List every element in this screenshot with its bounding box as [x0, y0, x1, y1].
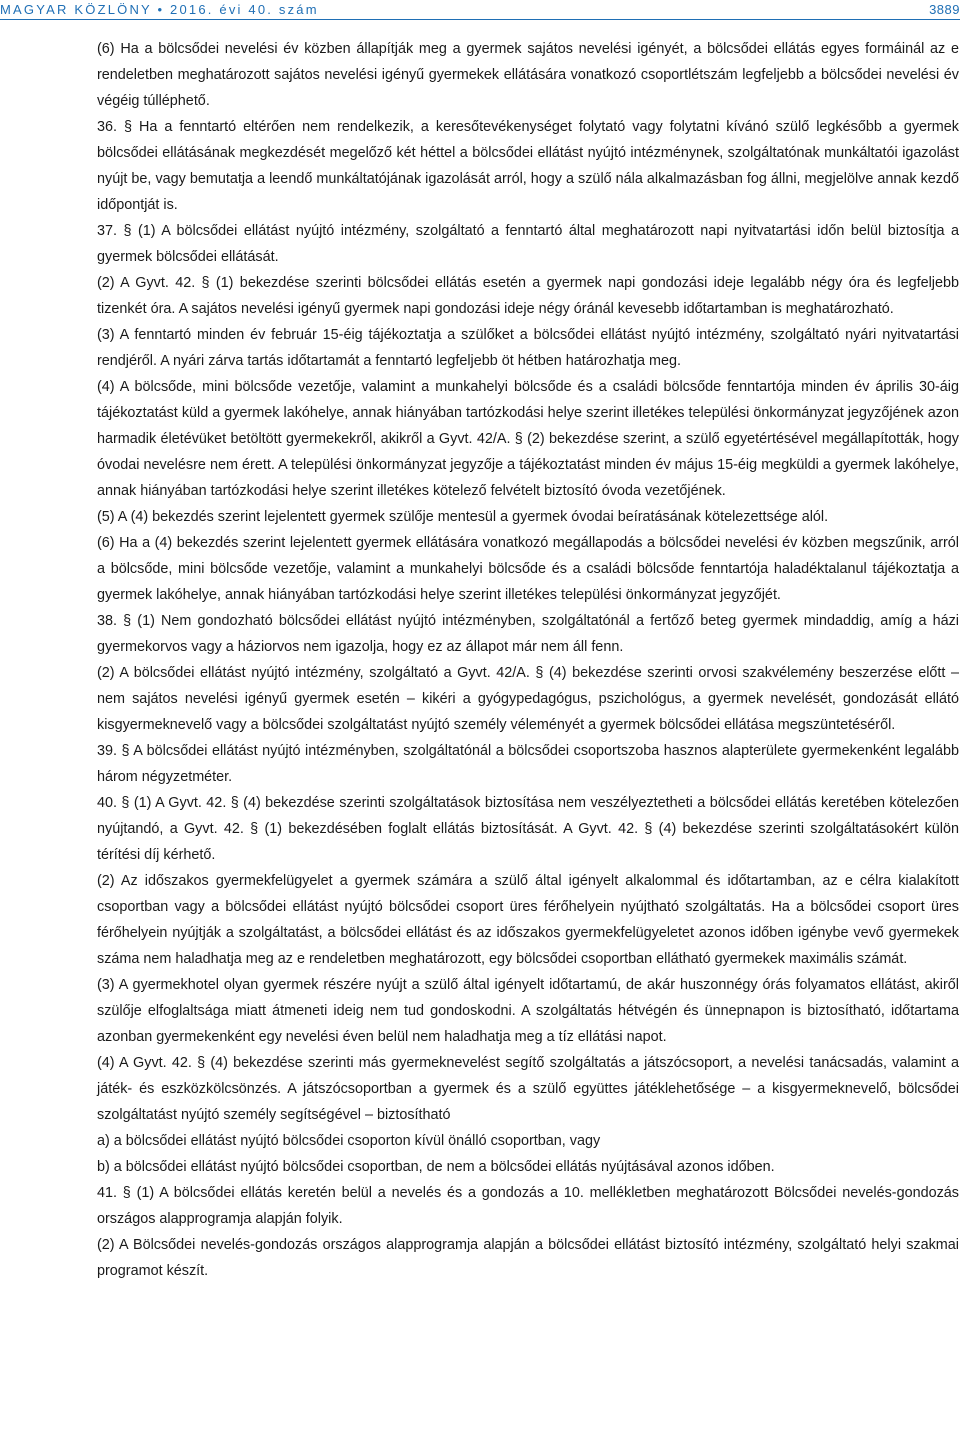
paragraph-40-1: 40. § (1) A Gyvt. 42. § (4) bekezdése szerinti szolgáltatások biztosítása nem veszélyeztetheti a bölcsődei ellátás keretében kötelezően nyújtandó, a Gyvt. 42. § (1) bekezdésében foglalt ellátás biztosítását. A Gyvt. 42. § (4) bekezdése szerinti szolgáltatásokért külön térítési díj kérhető.: [97, 795, 959, 863]
paragraph-36: 36. § Ha a fenntartó eltérően nem rendelkezik, a keresőtevékenységet folytató vagy folytatni kívánó szülő legkésőbb a gyermek bölcsődei ellátásának megkezdését megelőző két héttel a bölcsődei ellátást nyújtó intézménynek, szolgáltatónak munkáltatói igazolást nyújt be, vagy bemutatja a leendő munkáltatójának igazolását arról, hogy a szülő nála alkalmazásban fog állni, megjelölve annak kezdő időpontját is.: [97, 119, 959, 213]
document-body: [97, 36, 959, 1284]
paragraph-40-3: (3) A gyermekhotel olyan gyermek részére nyújt a szülő által igényelt időtartamú, de akár huszonnégy órás folyamatos ellátást, akiről szülője elfoglaltsága miatt átmeneti ideig nem tud gondoskodni. A szolgáltatás hétvégén és ünnepnapon is biztosítható, időtartama azonban gyermekenként egy nevelési éven belül nem haladhatja meg a tíz ellátási napot.: [97, 977, 959, 1045]
paragraph-37-4: (4) A bölcsőde, mini bölcsőde vezetője, valamint a munkahelyi bölcsőde és a családi bölcsőde fenntartója minden év április 30-áig tájékoztatást küld a gyermek lakóhelye, annak hiányában tartózkodási helye szerint illetékes települési önkormányzat jegyzőjének azon harmadik életévüket betöltött gyermekekről, akikről a Gyvt. 42/A. § (2) bekezdése szerint, a szülő egyetértésével megállapították, hogy óvodai nevelésre nem érett. A települési önkormányzat jegyzője a tájékoztatást minden év május 15-éig megküldi a gyermek lakóhelye, annak hiányában tartózkodási helye szerint illetékes kötelező felvételt biztosító óvoda vezetőjének.: [97, 379, 959, 499]
paragraph-37-6: (6) Ha a (4) bekezdés szerint lejelentett gyermek ellátására vonatkozó megállapodás a bölcsődei nevelési év közben megszűnik, arról a bölcsőde, mini bölcsőde vezetője, valamint a munkahelyi bölcsőde és a családi bölcsőde fenntartója haladéktalanul tájékoztatja a gyermek lakóhelye, annak hiányában tartózkodási helye szerint illetékes települési önkormányzat jegyzőjét.: [97, 535, 959, 603]
paragraph-41-1: 41. § (1) A bölcsődei ellátás keretén belül a nevelés és a gondozás a 10. mellékletben meghatározott Bölcsődei nevelés-gondozás országos alapprogramja alapján folyik.: [97, 1185, 959, 1227]
paragraph-40-4-b: b) a bölcsődei ellátást nyújtó bölcsődei csoportban, de nem a bölcsődei ellátás nyújtásával azonos időben.: [97, 1159, 775, 1175]
paragraph-36-6: (6) Ha a bölcsődei nevelési év közben állapítják meg a gyermek sajátos nevelési igényét, a bölcsődei ellátás egyes formáinál az e rendeletben meghatározott sajátos nevelési igényű gyermekek ellátására vonatkozó csoportlétszám legfeljebb a bölcsődei nevelési év végéig túlléphető.: [97, 41, 959, 109]
paragraph-39: 39. § A bölcsődei ellátást nyújtó intézményben, szolgáltatónál a bölcsődei csoportszoba hasznos alapterülete gyermekenként legalább három négyzetméter.: [97, 743, 959, 785]
page-header: [0, 0, 960, 22]
paragraph-37-5: (5) A (4) bekezdés szerint lejelentett gyermek szülője mentesül a gyermek óvodai beíratásának kötelezettsége alól.: [97, 509, 829, 525]
header-rule: [0, 19, 960, 20]
paragraph-38-1: 38. § (1) Nem gondozható bölcsődei ellátást nyújtó intézményben, szolgáltatónál a fertőző beteg gyermek mindaddig, amíg a házi gyermekorvos vagy a háziorvos nem igazolja, hogy ez az állapot már nem áll fenn.: [97, 613, 959, 655]
paragraph-40-2: (2) Az időszakos gyermekfelügyelet a gyermek számára a szülő által igényelt alkalommal és időtartamban, az e célra kialakított csoportban vagy a bölcsődei ellátást nyújtó bölcsődei csoport üres férőhelyein nyújtható szolgáltatás. Ha a bölcsődei csoport üres férőhelyein nyújtják a szolgáltatást, a bölcsődei ellátást és az időszakos gyermekfelügyeletet azonos időben igénybe vevő gyermekek száma nem haladhatja meg az e rendeletben meghatározott, egy bölcsődei csoportban ellátható gyermekek maximális számát.: [97, 873, 959, 967]
paragraph-37-3: (3) A fenntartó minden év február 15-éig tájékoztatja a szülőket a bölcsődei ellátást nyújtó intézmény, szolgáltató nyári nyitvatartási rendjéről. A nyári zárva tartás időtartamát a fenntartó legfeljebb öt hétben határozhatja meg.: [97, 327, 959, 369]
paragraph-40-4: (4) A Gyvt. 42. § (4) bekezdése szerinti más gyermeknevelést segítő szolgáltatás a játszócsoport, a nevelési tanácsadás, valamint a játék- és eszközkölcsönzés. A játszócsoportban a gyermek és a szülő együttes játéklehetősége – a kisgyermeknevelő, bölcsődei szolgáltatást nyújtó személy segítségével – biztosítható: [97, 1055, 959, 1123]
journal-title: MAGYAR KÖZLÖNY • 2016. évi 40. szám: [0, 2, 319, 17]
paragraph-38-2: (2) A bölcsődei ellátást nyújtó intézmény, szolgáltató a Gyvt. 42/A. § (4) bekezdése szerinti orvosi szakvélemény beszerzése előtt – nem sajátos nevelési igényű gyermek esetén – kikéri a gyógypedagógus, pszichológus, a gyermek nevelését, gondozását ellátó kisgyermeknevelő vagy a bölcsődei szolgáltatást nyújtó személy véleményét a gyermek bölcsődei ellátása megszüntetéséről.: [97, 665, 959, 733]
paragraph-41-2: (2) A Bölcsődei nevelés-gondozás országos alapprogramja alapján a bölcsődei ellátást biztosító intézmény, szolgáltató helyi szakmai programot készít.: [97, 1237, 959, 1279]
paragraph-37-1: 37. § (1) A bölcsődei ellátást nyújtó intézmény, szolgáltató a fenntartó által meghatározott napi nyitvatartási időn belül biztosítja a gyermek bölcsődei ellátását.: [97, 223, 959, 265]
page-number: 3889: [929, 2, 960, 17]
paragraph-40-4-a: a) a bölcsődei ellátást nyújtó bölcsődei csoporton kívül önálló csoportban, vagy: [97, 1133, 601, 1149]
paragraph-37-2: (2) A Gyvt. 42. § (1) bekezdése szerinti bölcsődei ellátás esetén a gyermek napi gondozási ideje legalább négy óra és legfeljebb tizenkét óra. A sajátos nevelési igényű gyermek napi gondozási ideje négy óránál kevesebb időtartamban is meghatározható.: [97, 275, 959, 317]
